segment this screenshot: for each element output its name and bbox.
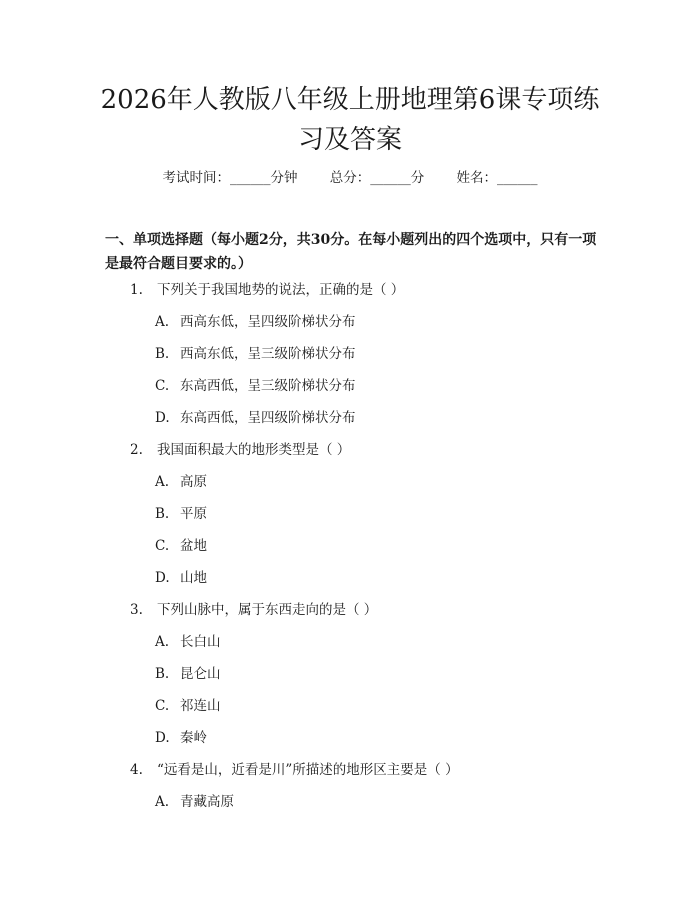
option-text: 平原: [180, 506, 207, 522]
question-text: 下列关于我国地势的说法，正确的是（ ）: [157, 282, 405, 298]
exam-info-row: [0, 168, 700, 188]
option-text: 昆仑山: [180, 666, 221, 682]
option-text: 西高东低，呈三级阶梯状分布: [180, 346, 356, 362]
answer-option: [0, 726, 700, 758]
section-heading: 一、单项选择题（每小题2分，共30分。在每小题列出的四个选项中，只有一项是最符合题目要求的。）: [105, 232, 597, 272]
option-text: 高原: [180, 474, 207, 490]
option-text: 盆地: [180, 538, 207, 554]
option-text: 秦岭: [180, 730, 207, 746]
answer-option: [0, 694, 700, 726]
answer-option: [0, 662, 700, 694]
option-text: 东高西低，呈三级阶梯状分布: [180, 378, 356, 394]
answer-option: [0, 406, 700, 438]
option-letter: C.: [155, 378, 170, 394]
option-letter: D.: [155, 730, 170, 746]
question-stem: [0, 278, 700, 310]
option-letter: A.: [155, 314, 170, 330]
answer-option: [0, 534, 700, 566]
answer-option: [0, 470, 700, 502]
answer-option: [0, 630, 700, 662]
option-letter: B.: [155, 346, 170, 362]
option-letter: C.: [155, 698, 170, 714]
question-number: 1.: [130, 282, 143, 298]
student-name-field: 姓名：______: [456, 170, 538, 186]
question-number: 3.: [130, 602, 143, 618]
question-stem: [0, 598, 700, 630]
option-text: 山地: [180, 570, 207, 586]
option-letter: A.: [155, 794, 170, 810]
answer-option: [0, 342, 700, 374]
option-text: 祁连山: [180, 698, 221, 714]
answer-option: [0, 310, 700, 342]
option-text: 青藏高原: [180, 794, 234, 810]
question-list: [0, 278, 700, 822]
question-text: 下列山脉中，属于东西走向的是（ ）: [157, 602, 378, 618]
option-text: 长白山: [180, 634, 221, 650]
option-letter: A.: [155, 634, 170, 650]
answer-option: [0, 374, 700, 406]
question-number: 4.: [130, 762, 143, 778]
question-stem: [0, 438, 700, 470]
option-letter: D.: [155, 570, 170, 586]
option-letter: A.: [155, 474, 170, 490]
question-stem: [0, 758, 700, 790]
option-letter: B.: [155, 666, 170, 682]
document-title: 2026年人教版八年级上册地理第6课专项练习及答案: [100, 85, 600, 155]
option-text: 东高西低，呈四级阶梯状分布: [180, 410, 356, 426]
question-text: 我国面积最大的地形类型是（ ）: [157, 442, 351, 458]
option-letter: C.: [155, 538, 170, 554]
question-number: 2.: [130, 442, 143, 458]
option-letter: B.: [155, 506, 170, 522]
answer-option: [0, 566, 700, 598]
option-letter: D.: [155, 410, 170, 426]
question-text: “远看是山，近看是川”所描述的地形区主要是（ ）: [157, 762, 459, 778]
total-score-field: 总分：______分: [329, 170, 425, 186]
answer-option: [0, 790, 700, 822]
option-text: 西高东低，呈四级阶梯状分布: [180, 314, 356, 330]
exam-time-field: 考试时间：______分钟: [162, 170, 298, 186]
answer-option: [0, 502, 700, 534]
